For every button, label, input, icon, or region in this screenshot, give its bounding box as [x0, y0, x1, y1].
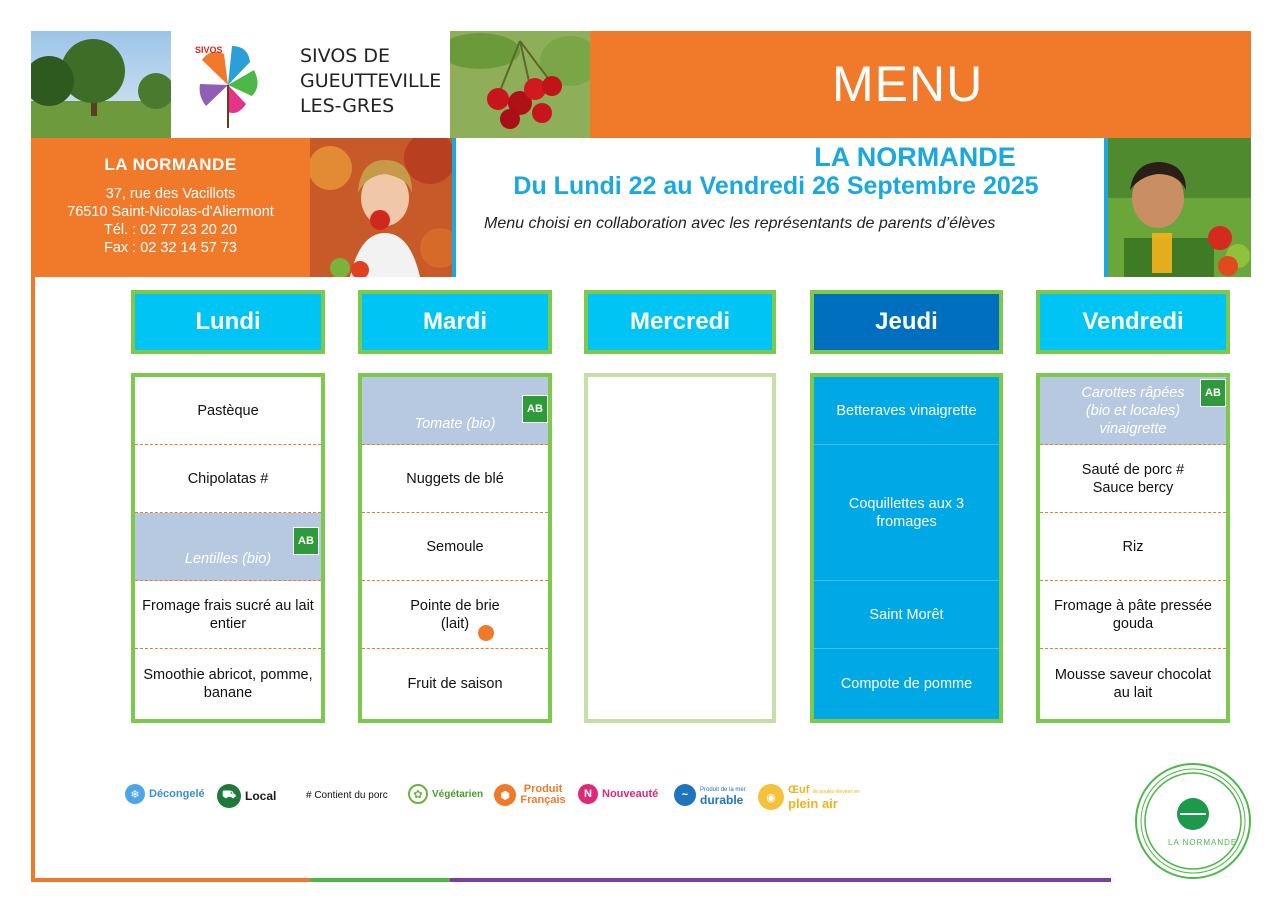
- day-label: Vendredi: [1082, 308, 1184, 335]
- menu-item: Betteraves vinaigrette: [814, 377, 999, 445]
- legend-label: durable: [700, 793, 744, 807]
- legend-porc: [306, 790, 388, 801]
- boy-photo: [1108, 138, 1251, 277]
- menu-item: Smoothie abricot, pomme, banane: [143, 667, 313, 701]
- menu-item: Pastèque: [135, 377, 321, 445]
- legend-label: Œuf: [788, 784, 810, 796]
- legend-label: Nouveauté: [602, 788, 659, 800]
- kitchen-tel: Tél. : 02 77 23 20 20: [103, 222, 237, 238]
- legend-label: Local: [245, 789, 277, 803]
- menu-item: Fruit de saison: [407, 676, 503, 692]
- menu-item: Riz: [1040, 513, 1226, 581]
- legend-label: plein air: [788, 796, 838, 811]
- menu-item-bio: [135, 513, 321, 581]
- day-label: Jeudi: [875, 308, 938, 335]
- menu-item: Fromage frais sucré au lait entier: [135, 581, 321, 649]
- local-truck-icon: ⛟: [217, 784, 241, 808]
- snowflake-icon: ❄: [125, 784, 145, 804]
- day-header-jeudi: [810, 290, 1003, 354]
- legend-label: # Contient du porc: [306, 790, 388, 801]
- menu-item: Semoule: [362, 513, 548, 581]
- legend-oeuf: [758, 784, 860, 810]
- org-name-line: SIVOS DE: [300, 45, 391, 67]
- bottom-line-green: [310, 878, 450, 882]
- legend-produit-francais: [494, 784, 566, 806]
- menu-item-text: Pointe de brie (lait): [410, 597, 500, 632]
- menu-column-mardi: [358, 373, 552, 723]
- menu-item: Mousse saveur chocolat au lait: [1054, 667, 1212, 701]
- day-header-mardi: [358, 290, 552, 354]
- org-name-line: LES-GRES: [300, 95, 395, 117]
- kitchen-fax: Fax : 02 32 14 57 73: [103, 240, 237, 256]
- menu-item-text: Lentilles (bio): [184, 550, 272, 567]
- menu-item-bio: [1040, 377, 1226, 445]
- menu-column-jeudi: [810, 373, 1003, 723]
- menu-item: Chipolatas #: [135, 445, 321, 513]
- menu-item-text: Carottes râpées (bio et locales) vinaigrette: [1081, 384, 1185, 437]
- bottom-line-purple: [450, 878, 1111, 882]
- vegetarian-leaf-icon: ✿: [408, 784, 428, 804]
- bio-ab-icon: AB: [1200, 379, 1226, 407]
- kitchen-name: LA NORMANDE: [104, 155, 237, 174]
- legend-small: de poules élevées en: [812, 789, 860, 795]
- menu-item: Fromage à pâte pressée gouda: [1040, 581, 1226, 649]
- menu-item: Saint Morêt: [814, 581, 999, 649]
- day-label: Mercredi: [629, 308, 731, 335]
- la-normande-logo: [1132, 760, 1254, 882]
- sivos-logo-text: SIVOS: [195, 45, 223, 55]
- menu-item: Nuggets de blé: [362, 445, 548, 513]
- menu-item: [362, 581, 548, 649]
- sivos-logo: [192, 40, 264, 130]
- legend-label: Produit Français: [520, 783, 566, 806]
- legend-oeuf-text: [788, 784, 860, 810]
- menu-column-vendredi: [1036, 373, 1230, 723]
- menu-item-bio: [362, 377, 548, 445]
- menu-item: Sauté de porc # Sauce bercy: [1040, 445, 1226, 513]
- left-border: [31, 277, 35, 882]
- legend-decongele: [125, 784, 205, 804]
- org-name-line: GUEUTTEVILLE: [300, 70, 442, 92]
- bottom-line-orange: [31, 878, 310, 882]
- nouveaute-icon: N: [578, 784, 598, 804]
- brand-title: LA NORMANDE: [814, 142, 1016, 172]
- legend-small: Produit de la mer: [700, 787, 746, 793]
- menu-banner: [590, 31, 1251, 138]
- legend-mer-text: [700, 785, 746, 805]
- day-label: Mardi: [422, 308, 487, 335]
- orchard-photo: [31, 31, 171, 138]
- girl-apple-photo: [310, 138, 452, 277]
- footer-logo-text: LA NORMANDE: [1168, 838, 1238, 847]
- legend-label: Végétarien: [432, 788, 484, 800]
- kitchen-address-2: 76510 Saint-Nicolas-d'Aliermont: [67, 204, 274, 220]
- legend-mer-durable: [674, 784, 746, 806]
- intro-text: Menu choisi en collaboration avec les représentants de parents d’élèves: [484, 215, 996, 232]
- menu-item: Compote de pomme: [814, 649, 999, 719]
- legend-vegetarien: [408, 784, 483, 804]
- day-header-lundi: [131, 290, 325, 354]
- menu-item: Coquillettes aux 3 fromages: [814, 445, 999, 581]
- fish-wave-icon: ~: [674, 784, 696, 806]
- france-icon: ⬢: [494, 784, 516, 806]
- menu-item-text: Tomate (bio): [414, 415, 496, 432]
- menu-title: MENU: [832, 56, 984, 112]
- menu-column-mercredi: [584, 373, 776, 723]
- cherries-photo: [450, 31, 590, 138]
- org-name: [300, 44, 441, 119]
- dates-title: Du Lundi 22 au Vendredi 26 Septembre 2025: [513, 172, 1039, 200]
- kitchen-info: [31, 138, 310, 277]
- legend-nouveaute: [578, 784, 658, 804]
- title-divider-left: [452, 138, 456, 277]
- day-header-vendredi: [1036, 290, 1230, 354]
- produit-francais-icon: [478, 625, 494, 641]
- legend-local: [217, 784, 276, 808]
- bio-ab-icon: AB: [293, 527, 319, 555]
- day-label: Lundi: [195, 308, 261, 335]
- bio-ab-icon: AB: [522, 395, 548, 423]
- kitchen-address-1: 37, rue des Vacillots: [105, 186, 236, 202]
- legend-label: Décongelé: [149, 788, 205, 800]
- menu-column-lundi: [131, 373, 325, 723]
- egg-icon: ◉: [758, 784, 784, 810]
- day-header-mercredi: [584, 290, 776, 354]
